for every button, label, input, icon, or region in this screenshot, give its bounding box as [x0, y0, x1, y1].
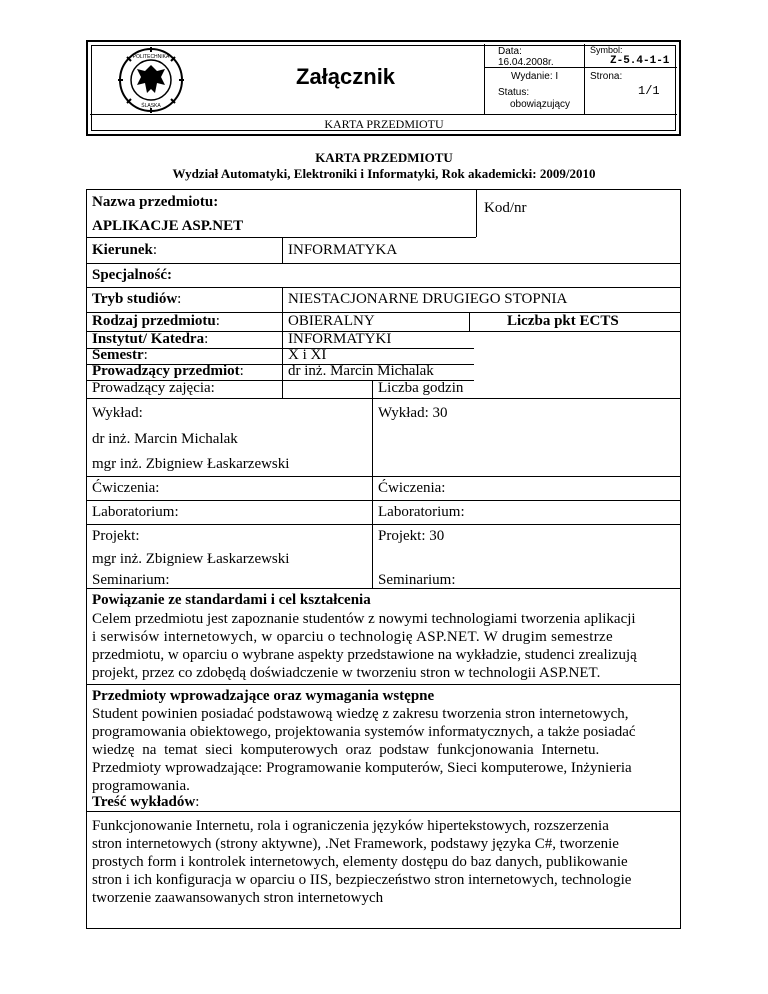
wyklad-teacher: dr inż. Marcin Michalak [92, 431, 238, 447]
code-label: Kod/nr [484, 200, 527, 216]
kierunek-label: Kierunek: [92, 242, 158, 258]
prowadzacy-value: dr inż. Marcin Michalak [288, 363, 434, 379]
course-name-value: APLIKACJE ASP.NET [92, 218, 244, 234]
ects-label: Liczba pkt ECTS [507, 313, 619, 329]
wyklad-label: Wykład: [92, 405, 143, 421]
header-divider [484, 44, 485, 114]
tryb-label: Tryb studiów: [92, 291, 182, 307]
wymagania-text: wiedzę na temat sieci komputerowych oraz podstaw funkcjonowania Internetu. [92, 742, 600, 758]
tresc-text: prostych form i kontrolek internetowych, elementy dostępu do baz danych, publikowanie [92, 854, 628, 870]
edition: Wydanie: I [511, 71, 559, 82]
tresc-text: Funkcjonowanie Internetu, rola i ograniczenia języków hipertekstowych, rozszerzenia [92, 818, 609, 834]
header-divider [584, 44, 585, 114]
kierunek-value: INFORMATYKA [288, 242, 398, 258]
semestr-label: Semestr: [92, 347, 148, 363]
prowadzacy-label: Prowadzący przedmiot: [92, 363, 244, 379]
seminarium-hours: Seminarium: [378, 572, 456, 588]
status-value: obowiązujący [510, 99, 571, 110]
lab-label: Laboratorium: [92, 504, 179, 520]
cwiczenia-hours: Ćwiczenia: [378, 480, 446, 496]
projekt-hours: Projekt: 30 [378, 528, 445, 544]
tryb-value: NIESTACJONARNE DRUGIEGO STOPNIA [288, 291, 568, 307]
wymagania-title: Przedmioty wprowadzające oraz wymagania wstępne [92, 688, 435, 704]
wymagania-text: Przedmioty wprowadzające: Programowanie komputerów, Sieci komputerowe, Inżynieria [92, 760, 632, 776]
semestr-value: X i XI [288, 347, 327, 363]
wymagania-text: programowania obiektowego, projektowania systemów informatycznych, a także posiadać [92, 724, 636, 740]
tresc-text: stron i ich konfiguracja w oparciu o IIS, bezpieczeństwo stron internetowych, technologie [92, 872, 632, 888]
wymagania-text: programowania. [92, 778, 190, 794]
specjalnosc-label: Specjalność: [92, 267, 172, 283]
powiazanie-text: projekt, przez co zdobędą doświadczenie w tworzeniu stron w technologii ASP.NET. [92, 665, 601, 681]
instytut-label: Instytut/ Katedra: [92, 331, 209, 347]
page-value: 1/1 [638, 84, 660, 98]
logo-text-top: POLITECHNIKA [132, 54, 170, 60]
powiazanie-title: Powiązanie ze standardami i cel kształcenia [92, 592, 371, 608]
header-divider [90, 114, 677, 115]
faculty-line: Wydział Automatyki, Elektroniki i Informatyki, Rok akademicki: 2009/2010 [172, 166, 596, 181]
powiazanie-text: i serwisów internetowych, w oparciu o technologię ASP.NET. W drugim semestrze [92, 629, 613, 645]
header-footer-label: KARTA PRZEDMIOTU [324, 117, 444, 131]
date-value: 16.04.2008r. [498, 57, 554, 68]
logo-text-bottom: ŚLĄSKA [141, 103, 161, 109]
symbol-label: Symbol: [590, 45, 623, 55]
course-name-label: Nazwa przedmiotu: [92, 194, 219, 210]
powiazanie-text: Celem przedmiotu jest zapoznanie studentów z nowymi technologiami tworzenia aplikacji [92, 611, 636, 627]
projekt-teacher: mgr inż. Zbigniew Łaskarzewski [92, 551, 290, 567]
lab-hours: Laboratorium: [378, 504, 465, 520]
tresc-title: Treść wykładów: [92, 794, 200, 810]
symbol-value: Z-5.4-1-1 [610, 55, 670, 67]
instytut-value: INFORMATYKI [288, 331, 392, 347]
tresc-text: tworzenie zaawansowanych stron internetowych [92, 890, 384, 906]
rodzaj-value: OBIERALNY [288, 313, 375, 329]
prowadzacy-zajecia-label: Prowadzący zajęcia: [92, 380, 215, 396]
header-divider [584, 67, 677, 68]
liczba-godzin-label: Liczba godzin [378, 380, 464, 396]
seminarium-label: Seminarium: [92, 572, 170, 588]
wyklad-hours: Wykład: 30 [378, 405, 448, 421]
cwiczenia-label: Ćwiczenia: [92, 480, 160, 496]
date-label: Data: [498, 46, 522, 57]
page-title: KARTA PRZEDMIOTU [315, 150, 453, 165]
header-title: Załącznik [296, 64, 396, 89]
wymagania-text: Student powinien posiadać podstawową wiedzę z zakresu tworzenia stron internetowych, [92, 706, 629, 722]
projekt-label: Projekt: [92, 528, 140, 544]
status-label: Status: [498, 87, 530, 98]
powiazanie-text: przedmiotu, w oparciu o wybrane aspekty przedstawione na wykładzie, studenci zrealizują [92, 647, 637, 663]
page-label: Strona: [590, 71, 623, 82]
tresc-text: stron internetowych (strony aktywne), .Net Framework, podstawy języka C#, tworzenie [92, 836, 619, 852]
university-logo-icon [115, 47, 187, 113]
wyklad-teacher: mgr inż. Zbigniew Łaskarzewski [92, 456, 290, 472]
rodzaj-label: Rodzaj przedmiotu: [92, 313, 220, 329]
